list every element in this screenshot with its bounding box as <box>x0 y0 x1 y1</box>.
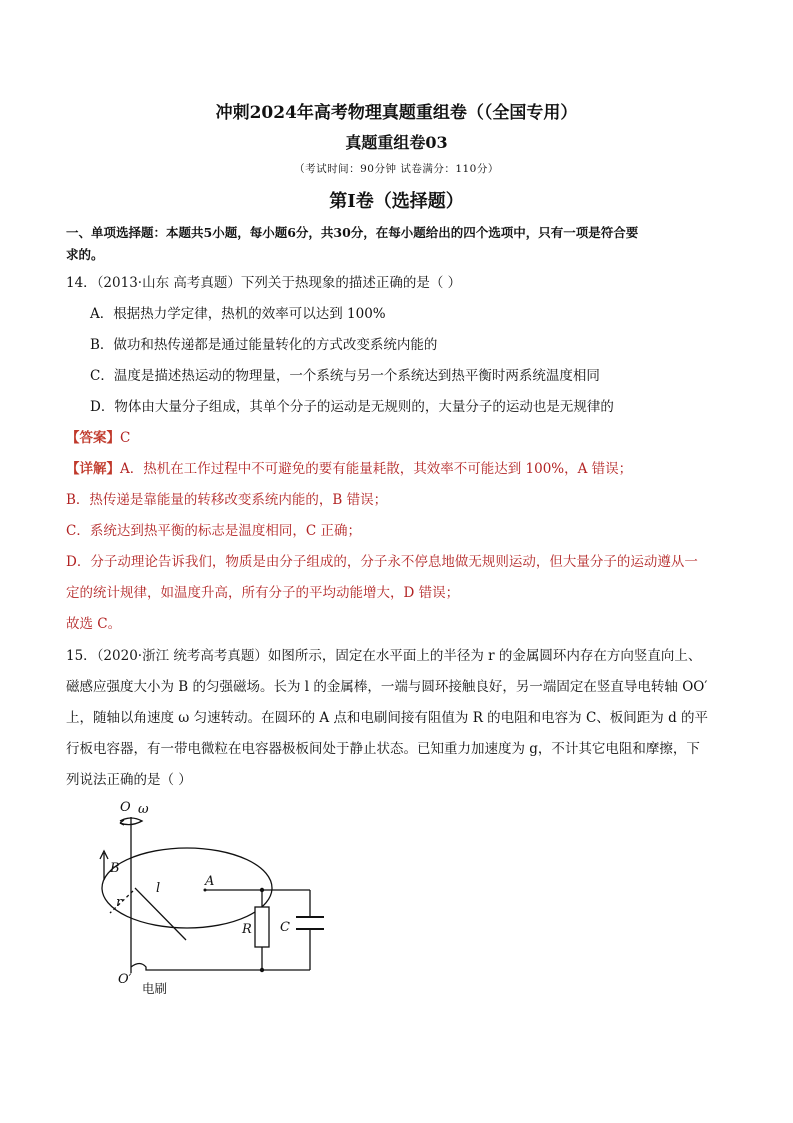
detail-line-5: 定的统计规律，如温度升高，所有分子的平均动能增大，D 错误； <box>66 585 460 601</box>
section-heading: 第I卷（选择题） <box>329 191 464 212</box>
question-15-line-1: 如图所示，固定在水平面上的半径为 r 的金属圆环内存在方向竖直向上、 <box>267 648 702 664</box>
detail-line-4: D．分子动理论告诉我们，物质是由分子组成的，分子永不停息地做无规则运动，但大量分子的运动遵从一 <box>66 554 698 570</box>
question-14-source: （2013·山东 高考真题） <box>96 275 241 291</box>
detail-line-1 <box>66 457 632 477</box>
metal-rod <box>135 888 186 940</box>
detail-line-3: C．系统达到热平衡的标志是温度相同，C 正确； <box>66 523 361 539</box>
resistor <box>255 907 269 947</box>
circuit-diagram <box>60 795 340 1005</box>
page-title: 冲刺2024年高考物理真题重组卷（（全国专用） <box>215 103 578 123</box>
question-14-number: 14． <box>66 275 97 291</box>
question-15-line-4: 行板电容器，有一带电微粒在电容器极板间处于静止状态。已知重力加速度为 g，不计其它电阻和摩擦，下 <box>66 741 700 757</box>
page-subtitle: 真题重组卷03 <box>345 133 448 152</box>
question-15-stem <box>66 644 701 664</box>
question-15-line-3: 上，随轴以角速度 ω 匀速转动。在圆环的 A 点和电刷间接有阻值为 R 的电阻和电容为 C、板间距为 d 的平 <box>66 710 709 726</box>
label-resistor: R <box>242 922 252 937</box>
exam-info: （考试时间：90分钟 试卷满分：110分） <box>294 163 499 175</box>
option-a: A．根据热力学定律，热机的效率可以达到 100% <box>90 306 386 322</box>
label-b: B <box>110 861 120 876</box>
detail-tag: 【详解】 <box>66 461 120 477</box>
label-o: O <box>120 800 131 815</box>
label-capacitor: C <box>280 920 290 935</box>
answer-value: C <box>120 430 131 446</box>
question-15-source: （2020·浙江 统考高考真题） <box>96 648 268 664</box>
answer-line <box>66 426 130 446</box>
brush-wire <box>131 964 310 971</box>
question-14-text: 下列关于热现象的描述正确的是（ ） <box>240 275 462 291</box>
detail-text-1: A．热机在工作过程中不可避免的要有能量耗散，其效率不可能达到 100%，A 错误； <box>120 461 633 477</box>
question-15-line-5: 列说法正确的是（ ） <box>66 772 192 788</box>
label-o-prime: O′ <box>118 972 132 987</box>
instructions-line-1: 一、单项选择题：本题共5小题，每小题6分，共30分，在每小题给出的四个选项中，只有一项是符合要 <box>66 225 639 240</box>
label-l: l <box>156 881 161 896</box>
option-d: D．物体由大量分子组成，其单个分子的运动是无规则的，大量分子的运动也是无规律的 <box>90 399 614 415</box>
label-omega: ω <box>138 802 149 817</box>
label-a: A <box>205 874 215 889</box>
question-14-stem <box>66 271 461 291</box>
label-brush: 电刷 <box>142 981 168 996</box>
detail-line-2: B．热传递是靠能量的转移改变系统内能的，B 错误； <box>66 492 388 508</box>
instructions-line-2: 求的。 <box>66 247 104 262</box>
question-15-line-2: 磁感应强度大小为 B 的匀强磁场。长为 l 的金属棒，一端与圆环接触良好，另一端固定在竖直导电转轴 OO′ <box>66 679 708 695</box>
detail-line-6: 故选 C。 <box>66 616 122 632</box>
label-r: r <box>116 895 123 910</box>
answer-tag: 【答案】 <box>66 430 120 446</box>
metal-ring <box>102 848 272 928</box>
option-b: B．做功和热传递都是通过能量转化的方式改变系统内能的 <box>90 337 438 353</box>
question-15-number: 15． <box>66 648 97 664</box>
option-c: C．温度是描述热运动的物理量，一个系统与另一个系统达到热平衡时两系统温度相同 <box>90 368 600 384</box>
